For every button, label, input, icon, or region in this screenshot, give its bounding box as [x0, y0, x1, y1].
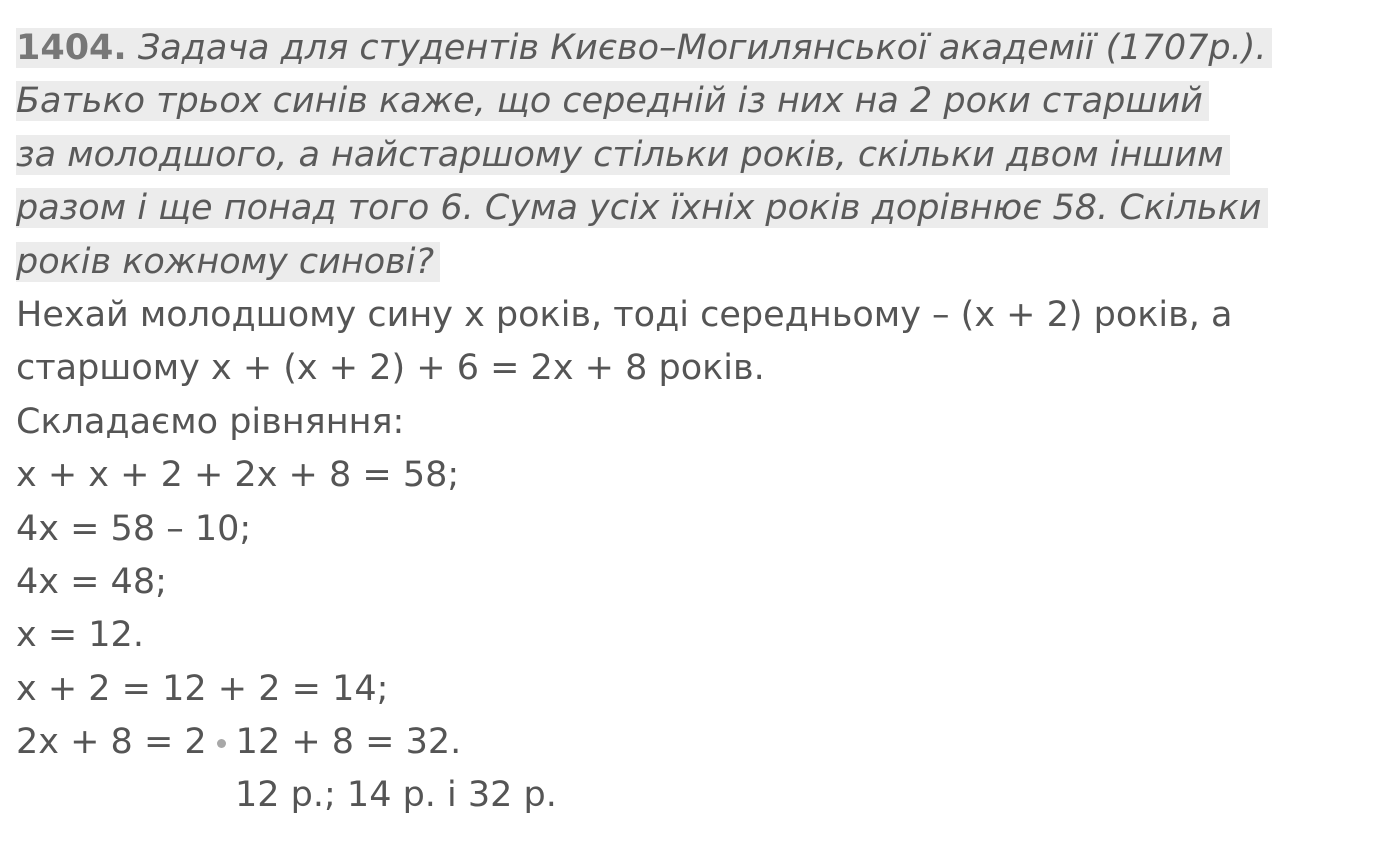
answer: 12 р.; 14 р. і 32 р.	[235, 775, 557, 816]
task-title-highlight	[16, 28, 1272, 68]
equation-step-6-left: 2x + 8 = 2	[16, 722, 207, 763]
task-text-3: разом і ще понад того 6. Сума усіх їхніх років дорівнює 58. Скільки	[16, 188, 1268, 228]
answer-line	[16, 769, 1386, 822]
task-text-1: Батько трьох синів каже, що середній із них на 2 роки старший	[16, 81, 1209, 121]
equation-step-6-right: 12 + 8 = 32.	[235, 722, 462, 763]
task-text-4: років кожному синові?	[16, 242, 440, 282]
equation-step-3: 4x = 48;	[16, 561, 167, 602]
equation-step-6	[16, 716, 1386, 769]
task-title: Задача для студентів Києво–Могилянської академії (1707р.).	[126, 28, 1267, 68]
equation-step-2: 4x = 58 – 10;	[16, 508, 252, 549]
multiplication-dot-icon	[217, 739, 226, 748]
task-text-line-4	[16, 236, 1386, 289]
solution-intro-line-2: старшому x + (x + 2) + 6 = 2x + 8 років.	[16, 348, 765, 389]
task-number: 1404.	[16, 28, 127, 68]
solution-intro-line-1: Нехай молодшому сину x років, тоді середньому – (x + 2) років, а	[16, 294, 1233, 335]
equation-step-5: x + 2 = 12 + 2 = 14;	[16, 668, 389, 709]
task-text-line-3	[16, 182, 1386, 235]
document-page	[16, 22, 1386, 823]
task-title-line	[16, 22, 1386, 75]
equation-step-1: x + x + 2 + 2x + 8 = 58;	[16, 455, 460, 496]
equation-step-4: x = 12.	[16, 615, 144, 656]
equation-label: Складаємо рівняння:	[16, 401, 405, 442]
task-text-line-1	[16, 75, 1386, 128]
task-text-line-2	[16, 129, 1386, 182]
task-text-2: за молодшого, а найстаршому стільки років, скільки двом іншим	[16, 135, 1230, 175]
